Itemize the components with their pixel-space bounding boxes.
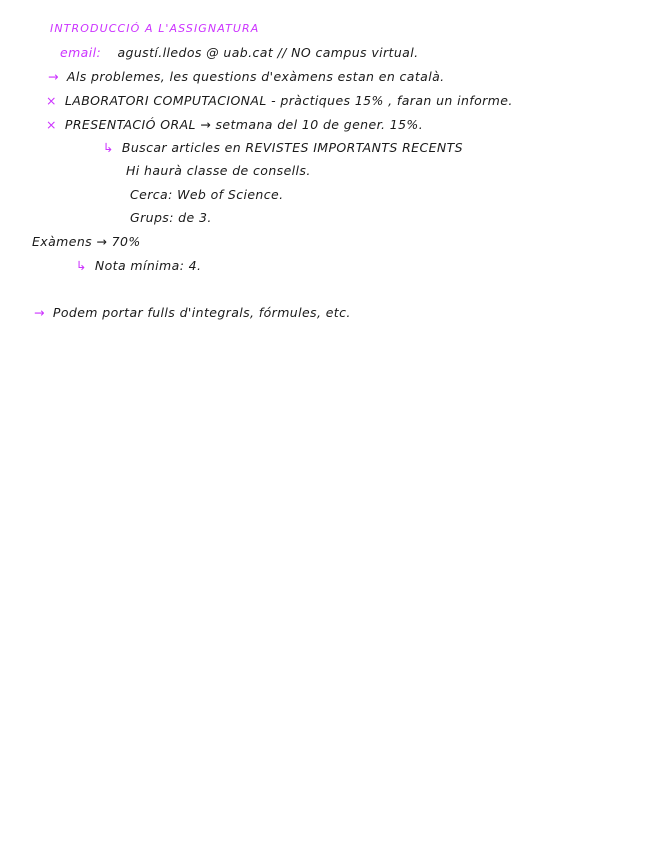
arrow-right-icon: → xyxy=(48,69,59,84)
class-line xyxy=(126,163,311,178)
cerca-line xyxy=(130,187,283,202)
bullet-cross-icon: × xyxy=(46,93,57,108)
lab-line xyxy=(46,93,513,108)
nota-text: Nota mínima: 4. xyxy=(94,258,202,273)
grups-line xyxy=(130,210,212,225)
email-text: agustí.lledos @ uab.cat // NO campus virtual. xyxy=(117,45,419,60)
problems-text: Als problemes, les questions d'exàmens estan en català. xyxy=(66,69,445,84)
search-line xyxy=(103,140,463,155)
return-arrow-icon: ↳ xyxy=(76,258,87,273)
presentation-line xyxy=(46,117,423,132)
bullet-cross-icon: × xyxy=(46,117,57,132)
email-line xyxy=(60,45,418,60)
cerca-text: Cerca: Web of Science. xyxy=(130,187,284,202)
grups-text: Grups: de 3. xyxy=(130,210,212,225)
lab-text: LABORATORI COMPUTACIONAL - pràctiques 15% , faran un informe. xyxy=(64,93,513,108)
presentation-text: PRESENTACIÓ ORAL → setmana del 10 de gener. 15%. xyxy=(64,117,424,132)
email-label: email: xyxy=(60,45,102,60)
note-title: INTRODUCCIÓ A L'ASSIGNATURA xyxy=(50,22,260,35)
nota-line xyxy=(76,258,201,273)
fulls-text: Podem portar fulls d'integrals, fórmules, etc. xyxy=(52,305,351,320)
problems-line xyxy=(48,69,445,84)
exams-text: Exàmens → 70% xyxy=(32,234,141,249)
fulls-line xyxy=(34,305,351,320)
arrow-right-icon: → xyxy=(34,305,45,320)
exams-line xyxy=(32,234,141,249)
class-text: Hi haurà classe de consells. xyxy=(126,163,311,178)
return-arrow-icon: ↳ xyxy=(103,140,114,155)
search-text: Buscar articles en REVISTES IMPORTANTS RECENTS xyxy=(121,140,464,155)
